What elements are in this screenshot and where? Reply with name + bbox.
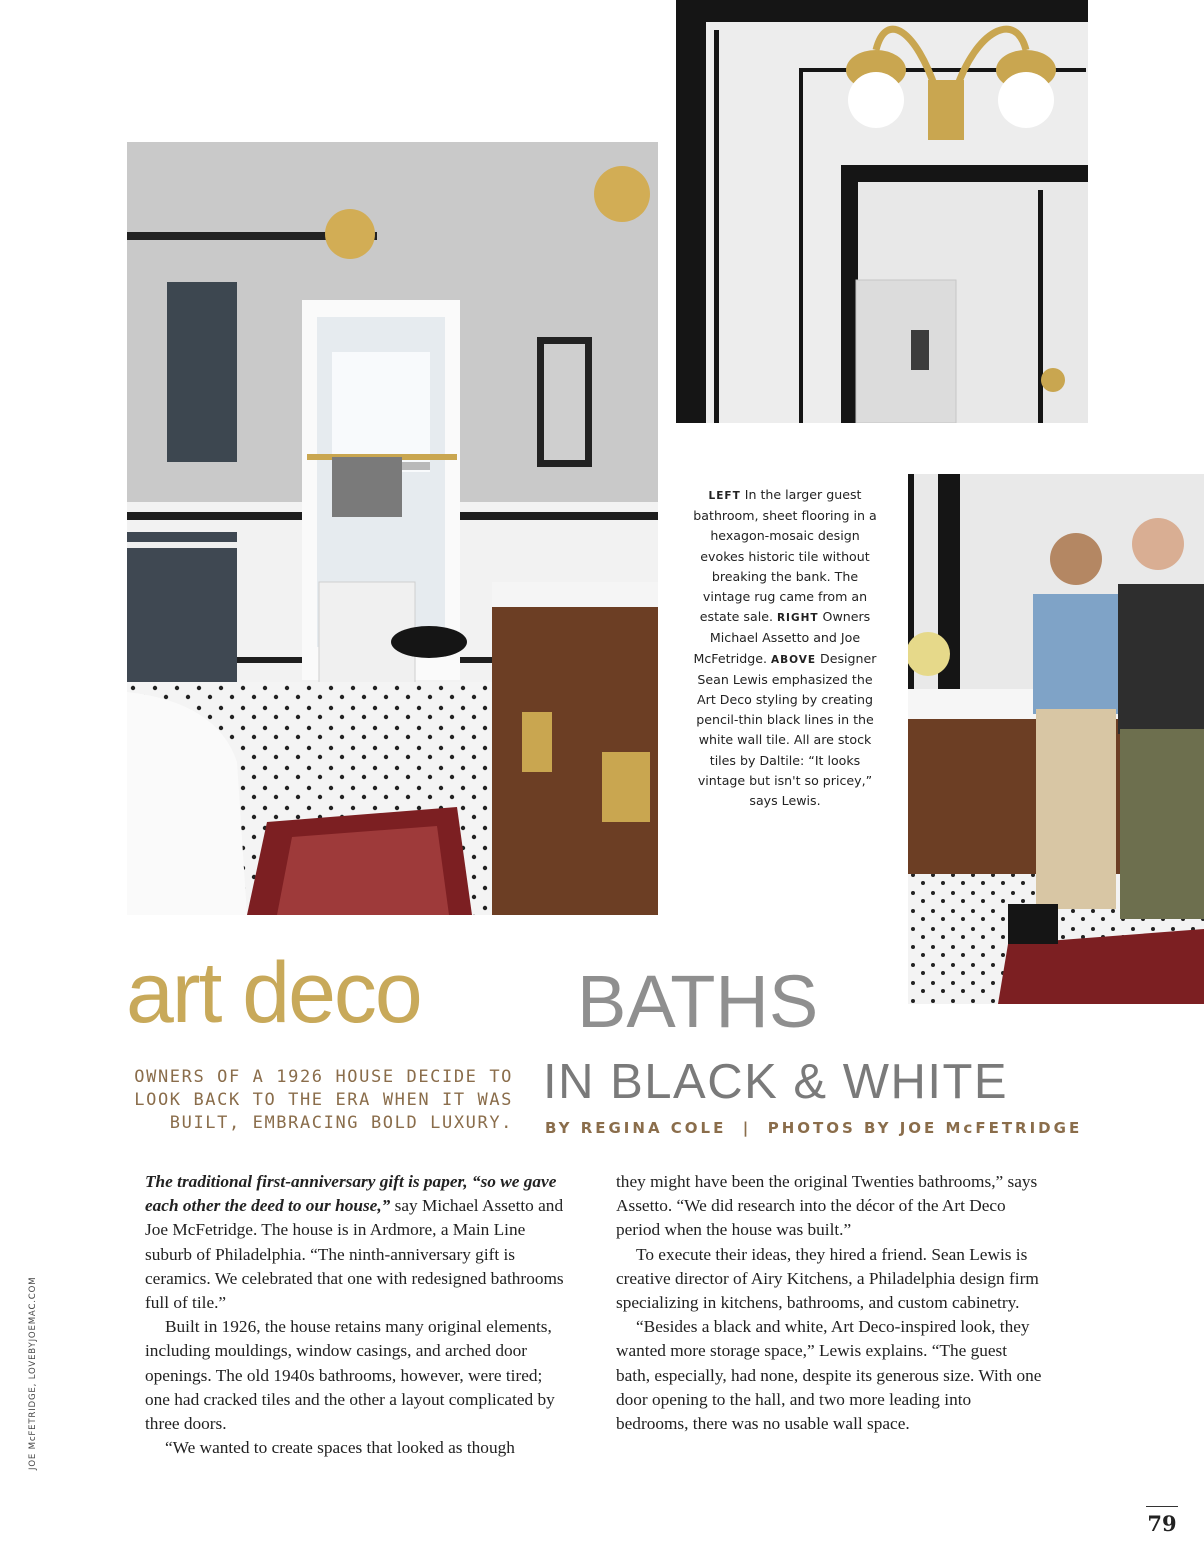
body-column-left [145, 1170, 571, 1460]
body-p1-text: say Michael Assetto and Joe McFetridge. The house is in Ardmore, a Main Line suburb of Philadelphia. “The ninth-anniversary gift is ceramics. We celebrated that one with redesigned bathrooms full of tile.” [145, 1196, 564, 1313]
photo-credit-text: JOE McFETRIDGE, LOVEBYJOEMAC.COM [28, 1276, 38, 1470]
caption-label-left: LEFT [708, 490, 741, 502]
body-paragraph-2: Built in 1926, the house retains many original elements, including mouldings, window casings, and arched door openings. The old 1940s bathrooms, however, were tired; one had cracked tiles and the other a layout complicated by three doors. [145, 1317, 555, 1434]
owners-photo [908, 474, 1204, 1004]
page-number: 79 [1147, 1511, 1177, 1536]
bathroom-photo [127, 142, 658, 915]
body-paragraph-1 [145, 1170, 571, 1315]
caption-text-left: In the larger guest bathroom, sheet flooring in a hexagon-mosaic design evokes historic tile without breaking the bank. The vintage rug came from an estate sale. [693, 487, 877, 625]
caption-label-above: ABOVE [770, 653, 817, 666]
body-column-right [616, 1170, 1042, 1436]
byline [545, 1119, 1082, 1137]
body-paragraph-3: “We wanted to create spaces that looked as though [165, 1438, 515, 1458]
photo-credit [28, 1230, 42, 1470]
body-paragraph-4: they might have been the original Twenties bathrooms,” says Assetto. “We did research into the décor of the Art Deco period when the house was built.” [616, 1172, 1038, 1240]
headline-art-deco: art deco [126, 945, 421, 1041]
body-paragraph-5: To execute their ideas, they hired a friend. Sean Lewis is creative director of Airy Kitchens, a Philadelphia design firm specializing in kitchens, bathrooms, and custom cabinetry. [616, 1244, 1039, 1313]
lead-in: The traditional first-anniversary gift is paper, “so we gave each other the deed to our house,” [145, 1172, 557, 1216]
folio-rule [1146, 1506, 1178, 1507]
caption-text-above: Designer Sean Lewis emphasized the Art Deco styling by creating pencil-thin black lines in the white wall tile. All are stock tiles by Daltile: “It looks vintage but isn't so pricey,” says Lewis. [696, 650, 877, 809]
deck-text: OWNERS OF A 1926 HOUSE DECIDE TO LOOK BACK TO THE ERA WHEN IT WAS BUILT, EMBRACING BOLD LUXURY. [134, 1067, 513, 1133]
sconce-detail-photo [676, 0, 1088, 423]
body-paragraph-6: “Besides a black and white, Art Deco-inspired look, they wanted more storage space,” Lewis explains. “The guest bath, especially, had none, despite its generous size. With one door opening to the hall, and two more leading into bedrooms, there was no usable wall space. [616, 1317, 1042, 1434]
byline-text: BY REGINA COLE | PHOTOS BY JOE McFETRIDGE [545, 1119, 1083, 1137]
caption-text-right: Owners Michael Assetto and Joe McFetridge. [693, 609, 871, 666]
headline-black-white: IN BLACK & WHITE [543, 1055, 1009, 1109]
photo-caption [690, 485, 880, 811]
headline-baths: BATHS [577, 960, 819, 1043]
caption-label-right: RIGHT [776, 612, 819, 625]
